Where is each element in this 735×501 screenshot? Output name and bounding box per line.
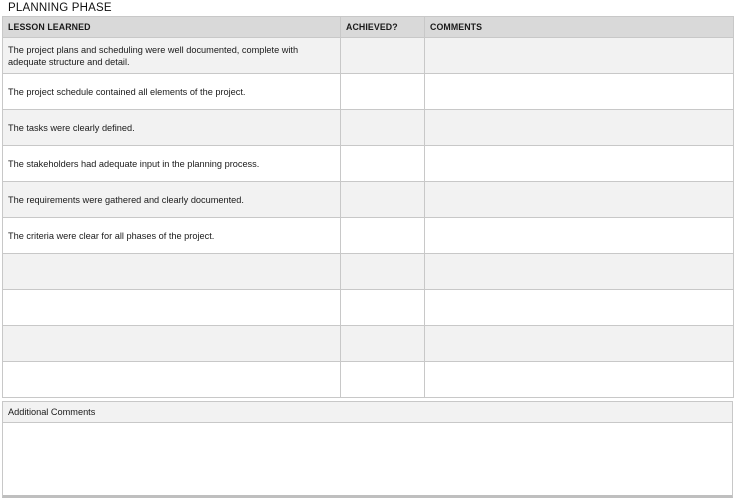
comments-cell[interactable] <box>425 254 734 290</box>
achieved-cell[interactable] <box>341 74 425 110</box>
page-title: PLANNING PHASE <box>8 2 112 14</box>
achieved-cell[interactable] <box>341 182 425 218</box>
comments-cell[interactable] <box>425 218 734 254</box>
lesson-cell[interactable]: The project schedule contained all elements of the project. <box>3 74 341 110</box>
header-comments: COMMENTS <box>425 17 734 38</box>
table-row <box>3 182 734 218</box>
table-row <box>3 218 734 254</box>
lesson-cell[interactable] <box>3 326 341 362</box>
table-row <box>3 74 734 110</box>
table-row <box>3 290 734 326</box>
comments-cell[interactable] <box>425 38 734 74</box>
table-row <box>3 38 734 74</box>
table-row <box>3 362 734 398</box>
lesson-cell[interactable]: The stakeholders had adequate input in the planning process. <box>3 146 341 182</box>
lesson-cell[interactable]: The criteria were clear for all phases of the project. <box>3 218 341 254</box>
lesson-cell[interactable] <box>3 290 341 326</box>
achieved-cell[interactable] <box>341 362 425 398</box>
additional-comments-field[interactable] <box>2 422 733 498</box>
table-header-row <box>3 17 734 38</box>
comments-cell[interactable] <box>425 362 734 398</box>
achieved-cell[interactable] <box>341 218 425 254</box>
lesson-cell[interactable]: The requirements were gathered and clearly documented. <box>3 182 341 218</box>
achieved-cell[interactable] <box>341 110 425 146</box>
achieved-cell[interactable] <box>341 38 425 74</box>
achieved-cell[interactable] <box>341 146 425 182</box>
lesson-cell[interactable]: The tasks were clearly defined. <box>3 110 341 146</box>
achieved-cell[interactable] <box>341 290 425 326</box>
table-row <box>3 146 734 182</box>
table-row <box>3 326 734 362</box>
comments-cell[interactable] <box>425 326 734 362</box>
lesson-cell[interactable]: The project plans and scheduling were well documented, complete with adequate structure and detail. <box>3 38 341 74</box>
comments-cell[interactable] <box>425 182 734 218</box>
comments-cell[interactable] <box>425 110 734 146</box>
table-row <box>3 110 734 146</box>
header-achieved: ACHIEVED? <box>341 17 425 38</box>
lesson-cell[interactable] <box>3 254 341 290</box>
comments-cell[interactable] <box>425 146 734 182</box>
comments-cell[interactable] <box>425 290 734 326</box>
lesson-cell[interactable] <box>3 362 341 398</box>
lessons-table <box>2 16 734 398</box>
achieved-cell[interactable] <box>341 326 425 362</box>
header-lesson-learned: LESSON LEARNED <box>3 17 341 38</box>
achieved-cell[interactable] <box>341 254 425 290</box>
table-row <box>3 254 734 290</box>
comments-cell[interactable] <box>425 74 734 110</box>
additional-comments-label: Additional Comments <box>2 401 733 423</box>
